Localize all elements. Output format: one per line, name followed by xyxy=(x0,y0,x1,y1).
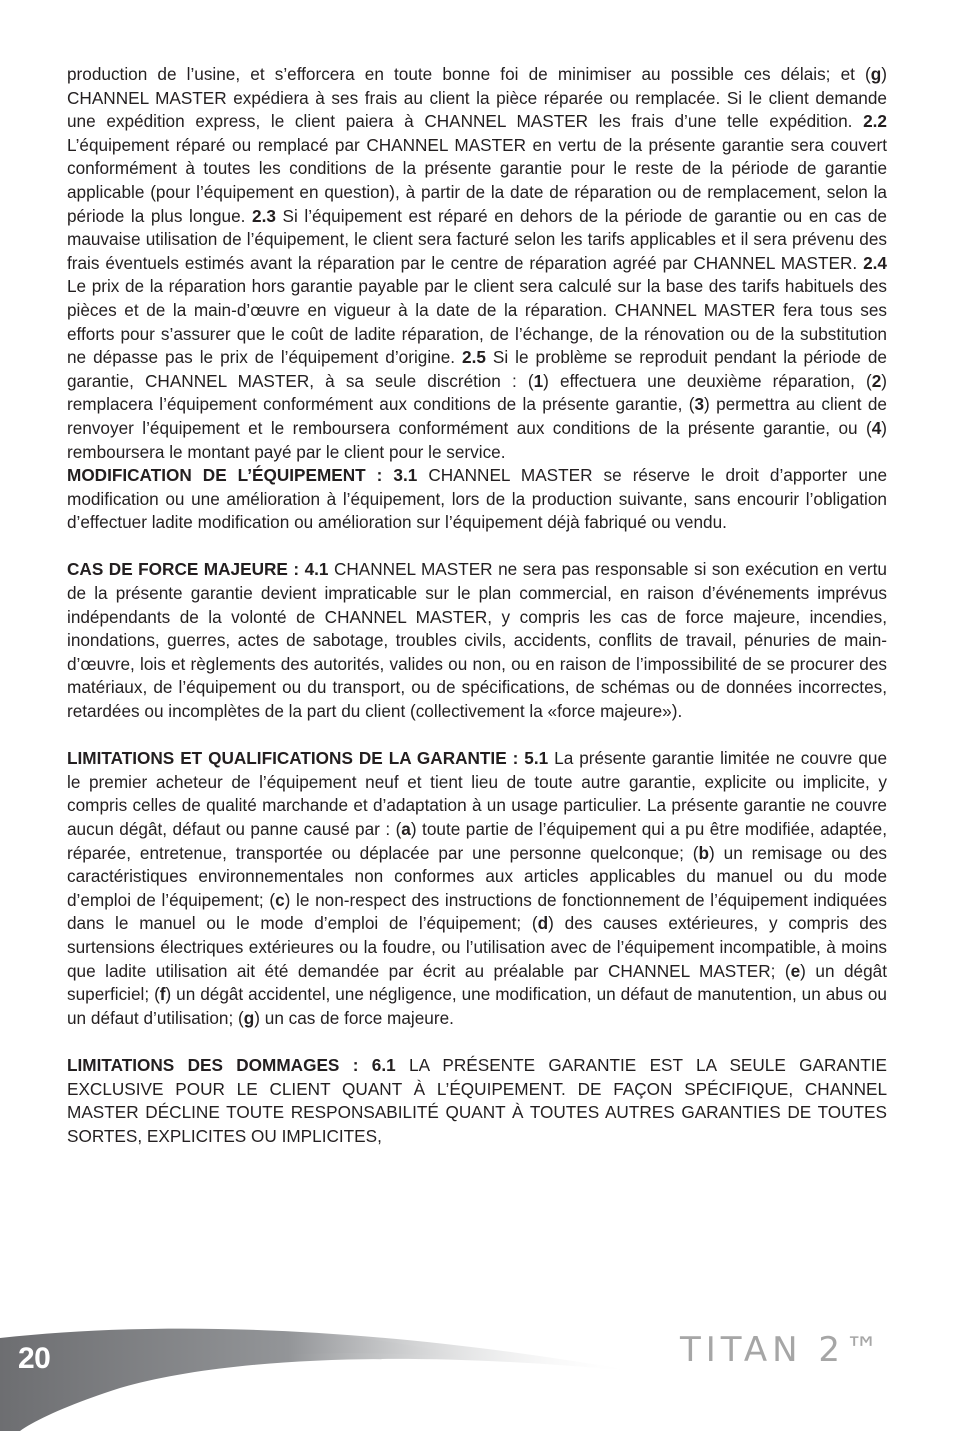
text-run: ) CHANNEL MASTER expédiera à ses frais au client la pièce réparée ou remplacée. Si le client demande une expédition express, le client paiera à CHANNEL MASTER les frais d’une telle expédition. xyxy=(67,64,887,132)
bold-run: g xyxy=(243,1007,255,1028)
paragraph-force-majeure xyxy=(67,558,887,723)
bold-run: LIMITATIONS ET QUALIFICATIONS DE LA GARANTIE : 5.1 xyxy=(67,748,549,769)
bold-run: c xyxy=(275,889,285,910)
bold-run: e xyxy=(790,960,801,981)
bold-run: 4 xyxy=(871,417,882,438)
text-run: La présente garantie limitée ne couvre que le premier acheteur de l’équipement neuf et tient lieu de toute autre garantie, explicite ou implicite, y compris celles de qualité marchande et d’adaptation à un usage particulier. La présente garantie ne couvre aucun dégât, défaut ou panne causé par : ( xyxy=(67,748,887,839)
bold-run: b xyxy=(698,842,710,863)
text-run: ) un cas de force majeure. xyxy=(254,1007,454,1028)
bold-run: LIMITATIONS DES DOMMAGES : 6.1 xyxy=(67,1054,396,1075)
paragraph-warranty-repair xyxy=(67,63,887,464)
text-run: L’équipement réparé ou remplacé par CHANNEL MASTER en vertu de la présente garantie sera couvert conformément à toutes les conditions de la présente garantie pour le reste de la période de garantie applicable (pour l’équipement en question), à partir de la date de réparation ou de remplacement, selon la période la plus longue. xyxy=(67,134,887,226)
page-number: 20 xyxy=(18,1342,51,1375)
text-run: ) effectuera une deuxième réparation, ( xyxy=(543,370,872,391)
text-run: ) toute partie de l’équipement qui a pu être modifiée, adaptée, réparée, entretenue, transportée ou déplacée par une personne quelconque; ( xyxy=(67,819,887,863)
text-run: LA PRÉSENTE GARANTIE EST LA SEULE GARANTIE EXCLUSIVE POUR LE CLIENT QUANT À L’ÉQUIPEMENT. DE FAÇON SPÉCIFIQUE, CHANNEL MASTER DÉCLINE TOUTE RESPONSABILITÉ QUANT À TOUTES AUTRES GARANTIES DE TOUTES SORTES, EXPLICITES OU IMPLICITES, xyxy=(67,1054,887,1146)
text-run: Si le problème se reproduit pendant la période de garantie, CHANNEL MASTER, à sa seule discrétion : ( xyxy=(67,347,887,391)
bold-run: 1 xyxy=(533,370,544,391)
bold-run: f xyxy=(159,984,166,1005)
paragraph-warranty-limitations xyxy=(67,747,887,1030)
footer-swoosh-graphic xyxy=(0,1310,954,1431)
bold-run: 2 xyxy=(871,370,882,391)
bold-run: CAS DE FORCE MAJEURE : 4.1 xyxy=(67,559,329,580)
bold-run: 2.5 xyxy=(462,347,486,368)
bold-run: g xyxy=(870,64,882,84)
text-run: ) le non-respect des instructions de fonctionnement de l’équipement indiquées dans le manuel ou le mode d’emploi de l’équipement; ( xyxy=(67,889,887,934)
text-run: ) remplacera l’équipement conformément aux conditions de la présente garantie, ( xyxy=(67,370,887,415)
text-run: ) remboursera le montant payé par le client pour le service. xyxy=(67,417,887,462)
bold-run: d xyxy=(537,913,549,934)
bold-run: 2.2 xyxy=(863,111,887,132)
text-run: Le prix de la réparation hors garantie payable par le client sera calculé sur la base des tarifs habituels des pièces et de la main-d’œuvre en vigueur à la date de la réparation. CHANNEL MASTER fera tous ses efforts pour s’assurer que le coût de ladite réparation, de l’échange, de la rénovation ou de la substitution ne dépasse pas le prix de l’équipement d’origine. xyxy=(67,276,887,368)
text-run: ) un remisage ou des caractéristiques environnementales non conformes aux articles applicables du manuel ou du mode d’emploi de l’équipement; ( xyxy=(67,842,887,910)
text-run: Si l’équipement est réparé en dehors de la période de garantie ou en cas de mauvaise utilisation de l’équipement, le client sera facturé selon les tarifs applicables et il sera prévenu des frais éventuels estimés avant la réparation par le centre de réparation agréé par CHANNEL MASTER. xyxy=(67,205,887,273)
text-run: ) permettra au client de renvoyer l’équipement et le remboursera conformément aux conditions de la présente garantie, ou ( xyxy=(67,394,887,438)
text-run: production de l’usine, et s’efforcera en toute bonne foi de minimiser au possible ces délais; et ( xyxy=(67,64,871,84)
text-run: ) un dégât superficiel; ( xyxy=(67,960,887,1005)
product-name: TITAN 2™ xyxy=(679,1330,884,1370)
bold-run: 2.3 xyxy=(252,205,276,226)
page-body xyxy=(67,63,887,1148)
text-run: CHANNEL MASTER se réserve le droit d’apporter une modification ou une amélioration à l’équipement, lors de la production suivante, sans encourir l’obligation d’effectuer ladite modification ou amélioration sur l’équipement déjà fabriqué ou vendu. xyxy=(67,465,888,533)
bold-run: 3 xyxy=(694,394,704,415)
text-run: ) des causes extérieures, y compris des surtensions électriques extérieures ou la foudre, ou l’utilisation avec de l’équipement incompatible, à moins que ladite utilisation ait été demandée par écrit au préalable par CHANNEL MASTER; ( xyxy=(67,913,887,981)
text-run: ) un dégât accidentel, une négligence, une modification, un défaut de manutention, un abus ou un défaut d’utilisation; ( xyxy=(67,984,887,1028)
text-run: CHANNEL MASTER ne sera pas responsable si son exécution en vertu de la présente garantie devient impraticable sur le plan commercial, en raison d’événements imprévus indépendants de la volonté de CHANNEL MASTER, y compris les cas de force majeure, incendies, inondations, guerres, actes de sabotage, troubles civils, accidents, conflits de travail, pénuries de main-d’œuvre, lois et règlements des autorités, valides ou non, ou en raison de l’impossibilité de se procurer des matériaux, de l’équipement ou du transport, ou de spécifications, de schémas ou de données incorrectes, retardées ou incomplètes de la part du client (collectivement la «force majeure»). xyxy=(67,559,887,722)
bold-run: a xyxy=(401,819,411,839)
paragraph-equipment-modification xyxy=(67,464,887,535)
paragraph-damage-limitations xyxy=(67,1054,887,1148)
bold-run: MODIFICATION DE L’ÉQUIPEMENT : 3.1 xyxy=(67,465,418,486)
bold-run: 2.4 xyxy=(863,252,887,273)
